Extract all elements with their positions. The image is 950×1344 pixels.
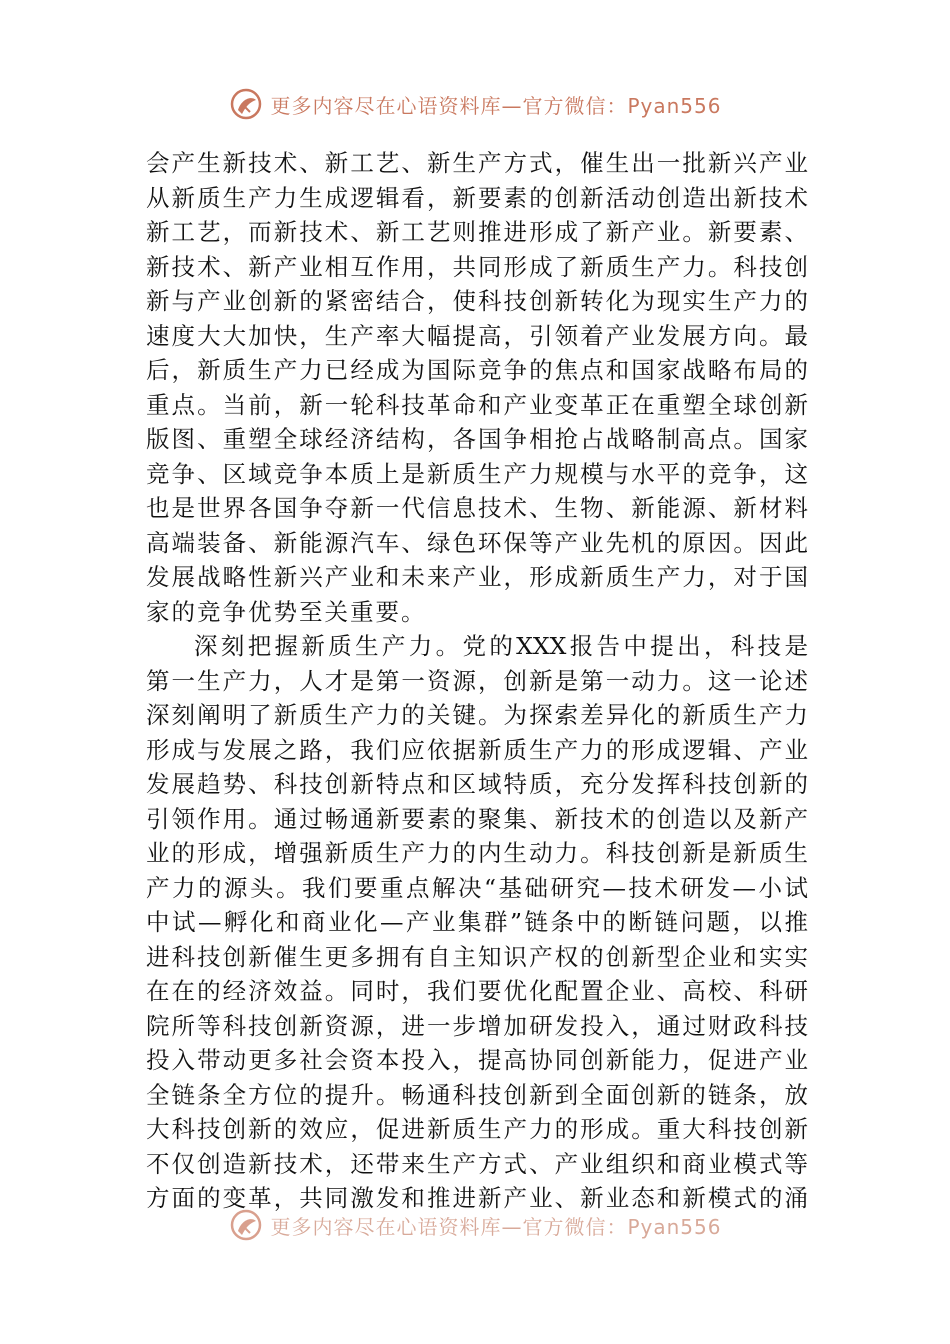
text-line: 会产生新技术、新工艺、新生产方式，催生出一批新兴产业 bbox=[146, 149, 808, 177]
text-line: 不仅创造新技术，还带来生产方式、产业组织和商业模式等 bbox=[146, 1149, 808, 1178]
logo-icon bbox=[228, 86, 264, 122]
text-line: 竞争、区域竞争本质上是新质生产力规模与水平的竞争，这 bbox=[146, 459, 808, 488]
document-body bbox=[146, 146, 808, 1216]
text-line: 后，新质生产力已经成为国际竞争的焦点和国家战略布局的 bbox=[146, 356, 808, 384]
text-line: 重点。当前，新一轮科技革命和产业变革正在重塑全球创新 bbox=[146, 390, 808, 419]
text-line: 速度大大加快，生产率大幅提高，引领着产业发展方向。最 bbox=[146, 321, 808, 350]
text-line: 引领作用。通过畅通新要素的聚集、新技术的创造以及新产 bbox=[146, 804, 808, 833]
text-line: 投入带动更多社会资本投入，提高协同创新能力，促进产业 bbox=[146, 1046, 808, 1074]
text-line: 形成与发展之路，我们应依据新质生产力的形成逻辑、产业 bbox=[146, 735, 808, 764]
text-line: 在在的经济效益。同时，我们要优化配置企业、高校、科研 bbox=[146, 977, 808, 1005]
logo-icon bbox=[228, 1207, 264, 1243]
text-line: 也是世界各国争夺新一代信息技术、生物、新能源、新材料 bbox=[146, 494, 808, 522]
text-line: 大科技创新的效应，促进新质生产力的形成。重大科技创新 bbox=[146, 1115, 808, 1143]
text-line: 进科技创新催生更多拥有自主知识产权的创新型企业和实实 bbox=[146, 942, 808, 971]
text-line: 中试—孵化和商业化—产业集群”链条中的断链问题，以推 bbox=[146, 908, 808, 936]
text-line: 新与产业创新的紧密结合，使科技创新转化为现实生产力的 bbox=[146, 287, 808, 315]
text-line: 方面的变革，共同激发和推进新产业、新业态和新模式的涌 bbox=[146, 1184, 808, 1212]
text-line: 家的竞争优势至关重要。 bbox=[146, 597, 427, 626]
text-line: 产力的源头。我们要重点解决“基础研究—技术研发—小试 bbox=[146, 873, 808, 902]
text-line: 业的形成，增强新质生产力的内生动力。科技创新是新质生 bbox=[146, 839, 808, 867]
watermark-text: 更多内容尽在心语资料库—官方微信：Pyan556 bbox=[270, 1214, 722, 1239]
text-line: 第一生产力，人才是第一资源，创新是第一动力。这一论述 bbox=[146, 666, 808, 695]
text-line: 高端装备、新能源汽车、绿色环保等产业先机的原因。因此 bbox=[146, 528, 808, 557]
text-line: 深刻阐明了新质生产力的关键。为探索差异化的新质生产力 bbox=[146, 701, 808, 729]
text-line: 发展趋势、科技创新特点和区域特质，充分发挥科技创新的 bbox=[146, 770, 808, 798]
watermark-text: 更多内容尽在心语资料库—官方微信：Pyan556 bbox=[270, 93, 722, 118]
watermark-header bbox=[0, 84, 950, 124]
paragraph-heading: 深刻把握新质生产力。党的XXX报告中提出，科技是 bbox=[194, 632, 808, 660]
text-line: 发展战略性新兴产业和未来产业，形成新质生产力，对于国 bbox=[146, 563, 808, 591]
text-line: 版图、重塑全球经济结构，各国争相抢占战略制高点。国家 bbox=[146, 425, 808, 453]
text-line: 从新质生产力生成逻辑看，新要素的创新活动创造出新技术 bbox=[146, 183, 808, 212]
watermark-footer bbox=[0, 1205, 950, 1245]
text-line: 院所等科技创新资源，进一步增加研发投入，通过财政科技 bbox=[146, 1011, 808, 1040]
text-line: 新技术、新产业相互作用，共同形成了新质生产力。科技创 bbox=[146, 252, 808, 281]
text-line: 新工艺，而新技术、新工艺则推进形成了新产业。新要素、 bbox=[146, 218, 808, 246]
text-line: 全链条全方位的提升。畅通科技创新到全面创新的链条，放 bbox=[146, 1080, 808, 1109]
